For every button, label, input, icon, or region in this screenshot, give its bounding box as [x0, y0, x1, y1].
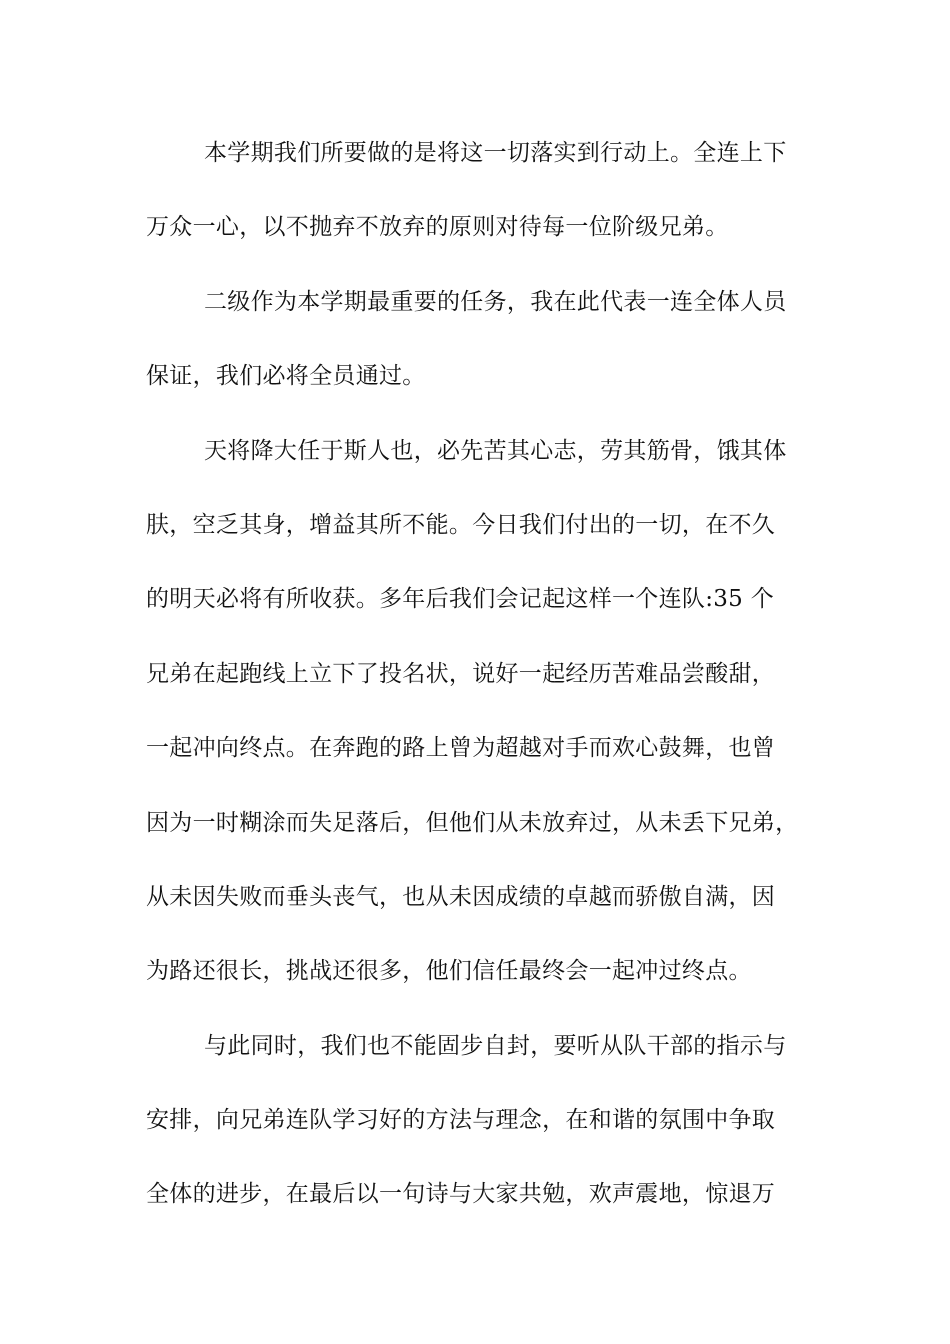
text-line: 安排，向兄弟连队学习好的方法与理念，在和谐的氛围中争取 [146, 1107, 776, 1134]
text-line: 肤，空乏其身，增益其所不能。今日我们付出的一切，在不久 [146, 511, 776, 538]
text-line: 从未因失败而垂头丧气，也从未因成绩的卓越而骄傲自满，因 [146, 883, 776, 910]
paragraph [146, 1021, 826, 1244]
text-line: 万众一心，以不抛弃不放弃的原则对待每一位阶级兄弟。 [146, 214, 729, 241]
paragraph [146, 128, 826, 277]
text-line: 的明天必将有所收获。多年后我们会记起这样一个连队:35 个 [146, 586, 775, 613]
document-body [146, 128, 826, 1244]
paragraph [146, 426, 826, 1021]
text-line: 一起冲向终点。在奔跑的路上曾为超越对手而欢心鼓舞，也曾 [146, 735, 776, 762]
text-line: 因为一时糊涂而失足落后，但他们从未放弃过，从未丢下兄弟， [146, 809, 799, 836]
text-line: 本学期我们所要做的是将这一切落实到行动上。全连上下 [204, 140, 787, 166]
paragraph [146, 277, 826, 426]
text-line: 兄弟在起跑线上立下了投名状，说好一起经历苦难品尝酸甜， [146, 660, 776, 687]
text-line: 保证，我们必将全员通过。 [146, 363, 426, 390]
text-line: 为路还很长，挑战还很多，他们信任最终会一起冲过终点。 [146, 958, 752, 985]
text-line: 天将降大任于斯人也，必先苦其心志，劳其筋骨，饿其体 [204, 437, 787, 464]
text-line: 全体的进步，在最后以一句诗与大家共勉，欢声震地，惊退万 [146, 1181, 776, 1208]
text-line: 与此同时，我们也不能固步自封，要听从队干部的指示与 [204, 1032, 787, 1059]
text-line: 二级作为本学期最重要的任务，我在此代表一连全体人员 [204, 288, 787, 315]
